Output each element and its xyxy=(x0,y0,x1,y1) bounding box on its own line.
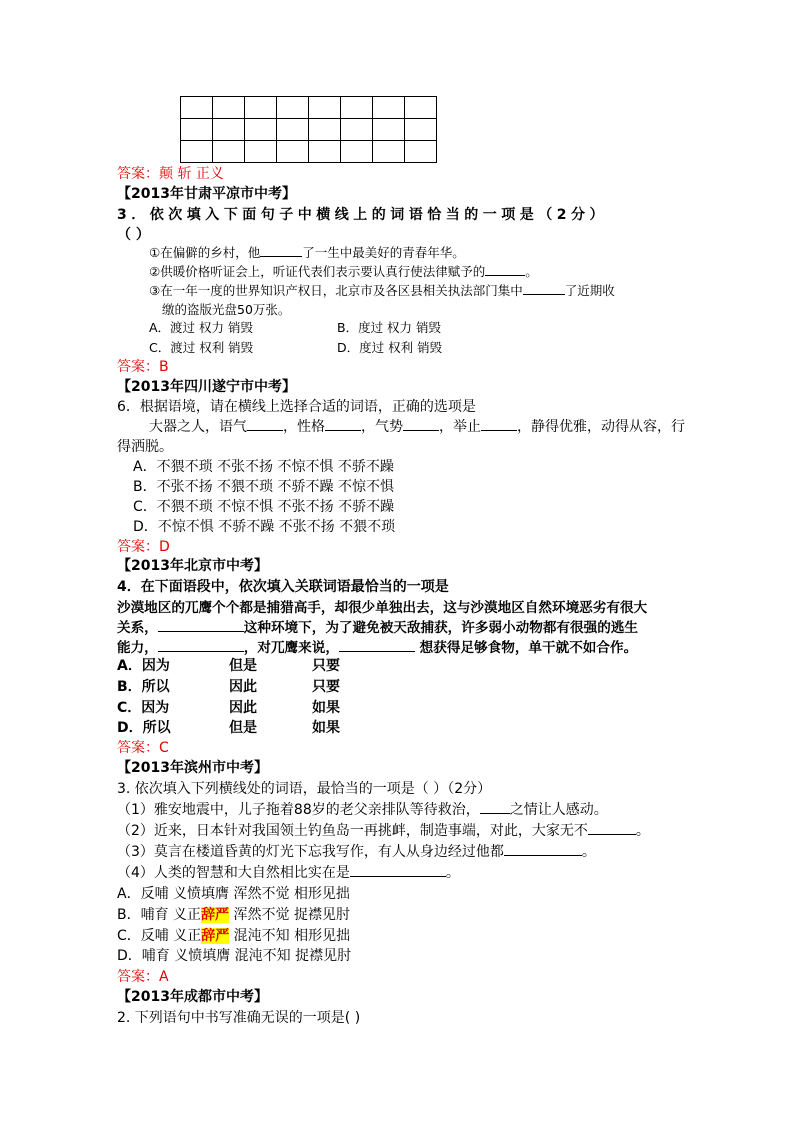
grid-cell xyxy=(373,97,405,119)
grid-cell xyxy=(405,119,437,141)
answer-line: 答案：颠 斩 正义 xyxy=(117,166,224,182)
option-b: B．度过 权力 销毁 xyxy=(337,320,442,335)
option-d: D．度过 权利 销毁 xyxy=(337,340,443,355)
option-d: D．不惊不惧 不骄不躁 不张不扬 不猥不琐 xyxy=(133,519,396,535)
answer-line: 答案：B xyxy=(117,359,169,375)
grid-cell xyxy=(341,119,373,141)
sentence-3: （3）莫言在楼道昏黄的灯光下忘我写作，有人从身边经过他都 。 xyxy=(117,844,596,860)
grid-cell xyxy=(405,97,437,119)
answer-paren: （ ） xyxy=(117,227,150,243)
grid-cell xyxy=(277,119,309,141)
grid-cell xyxy=(213,119,245,141)
question-stem: 2. 下列语句中书写准确无误的一项是( ) xyxy=(117,1010,361,1026)
question-stem: 3. 依次填入下列横线处的词语，最恰当的一项是（ ）（2分） xyxy=(117,781,492,797)
passage-line-2: 得洒脱。 xyxy=(117,439,173,455)
grid-cell xyxy=(309,141,341,163)
grid-row xyxy=(181,97,437,119)
option-a: A．渡过 权力 销毁 xyxy=(149,320,253,335)
option-b: B．哺育 义正辞严 浑然不觉 捉襟见肘 xyxy=(117,907,350,923)
section-header: 【2013年北京市中考】 xyxy=(117,558,268,574)
section-header: 【2013年成都市中考】 xyxy=(117,989,268,1005)
section-header: 【2013年滨州市中考】 xyxy=(117,760,268,776)
grid-row xyxy=(181,119,437,141)
highlighted-word: 辞严 xyxy=(201,928,230,944)
grid-cell xyxy=(181,119,213,141)
grid-cell xyxy=(405,141,437,163)
passage-line-2: 关系， 这种环境下，为了避免被天敌捕获，许多弱小动物都有很强的逃生 xyxy=(117,620,638,636)
option-d: D．所以 但是 如果 xyxy=(117,720,340,736)
answer-line: 答案：C xyxy=(117,740,169,756)
sentence-2: （2）近来，日本针对我国领土钓鱼岛一再挑衅，制造事端，对此，大家无不 。 xyxy=(117,823,650,839)
highlighted-word: 辞严 xyxy=(201,907,230,923)
grid-cell xyxy=(245,97,277,119)
grid-cell xyxy=(277,97,309,119)
option-a: A．反哺 义愤填膺 浑然不觉 相形见拙 xyxy=(117,886,350,902)
option-d: D．哺育 义愤填膺 混沌不知 捉襟见肘 xyxy=(117,948,352,964)
grid-cell xyxy=(181,141,213,163)
grid-cell xyxy=(245,119,277,141)
grid-cell xyxy=(373,141,405,163)
writing-grid xyxy=(180,96,437,163)
grid-cell xyxy=(309,119,341,141)
grid-cell xyxy=(277,141,309,163)
section-header: 【2013年甘肃平凉市中考】 xyxy=(117,186,296,202)
option-c: C．不猥不琐 不惊不惧 不张不扬 不骄不躁 xyxy=(133,499,395,515)
sentence-4: （4）人类的智慧和大自然相比实在是 。 xyxy=(117,865,460,881)
passage-line-1: 大器之人，语气 ，性格 ，气势 ，举止 ，静得优雅，动得从容，行 xyxy=(149,419,685,435)
grid-cell xyxy=(341,141,373,163)
grid-cell xyxy=(341,97,373,119)
passage-line-1: 沙漠地区的兀鹰个个都是捕猎高手，却很少单独出去，这与沙漠地区自然环境恶劣有很大 xyxy=(117,600,648,616)
question-stem: 4．在下面语段中，依次填入关联词语最恰当的一项是 xyxy=(117,579,449,595)
option-b: B．所以 因此 只要 xyxy=(117,679,340,695)
sentence-2: ②供暖价格听证会上，听证代表们表示要认真行使法律赋予的 。 xyxy=(149,264,538,279)
section-header: 【2013年四川遂宁市中考】 xyxy=(117,379,296,395)
sentence-1: （1）雅安地震中，儿子拖着88岁的老父亲排队等待救治， 之情让人感动。 xyxy=(117,802,608,818)
grid-cell xyxy=(181,97,213,119)
sentence-3-cont: 缴的盗版光盘50万张。 xyxy=(162,302,291,317)
grid-cell xyxy=(245,141,277,163)
grid-cell xyxy=(213,97,245,119)
answer-line: 答案：A xyxy=(117,969,169,985)
answer-line: 答案：D xyxy=(117,539,170,555)
option-c: C．渡过 权利 销毁 xyxy=(149,340,254,355)
option-b: B．不张不扬 不猥不琐 不骄不躁 不惊不惧 xyxy=(133,479,394,495)
option-c: C．因为 因此 如果 xyxy=(117,700,340,716)
sentence-1: ①在偏僻的乡村，他 了一生中最美好的青春年华。 xyxy=(149,245,465,260)
grid-cell xyxy=(309,97,341,119)
question-stem: 3．依次填入下面句子中横线上的词语恰当的一项是（2分） xyxy=(117,207,608,223)
grid-cell xyxy=(373,119,405,141)
option-c: C．反哺 义正辞严 混沌不知 相形见拙 xyxy=(117,928,351,944)
question-stem: 6．根据语境，请在横线上选择合适的词语，正确的选项是 xyxy=(117,399,476,415)
passage-line-3: 能力， ，对兀鹰来说， 想获得足够食物，单干就不如合作。 xyxy=(117,640,638,656)
sentence-3: ③在一年一度的世界知识产权日，北京市及各区县相关执法部门集中 了近期收 xyxy=(149,283,615,298)
grid-row xyxy=(181,141,437,163)
grid-cell xyxy=(213,141,245,163)
option-a: A．不猥不琐 不张不扬 不惊不惧 不骄不躁 xyxy=(133,459,394,475)
option-a: A．因为 但是 只要 xyxy=(117,658,340,674)
